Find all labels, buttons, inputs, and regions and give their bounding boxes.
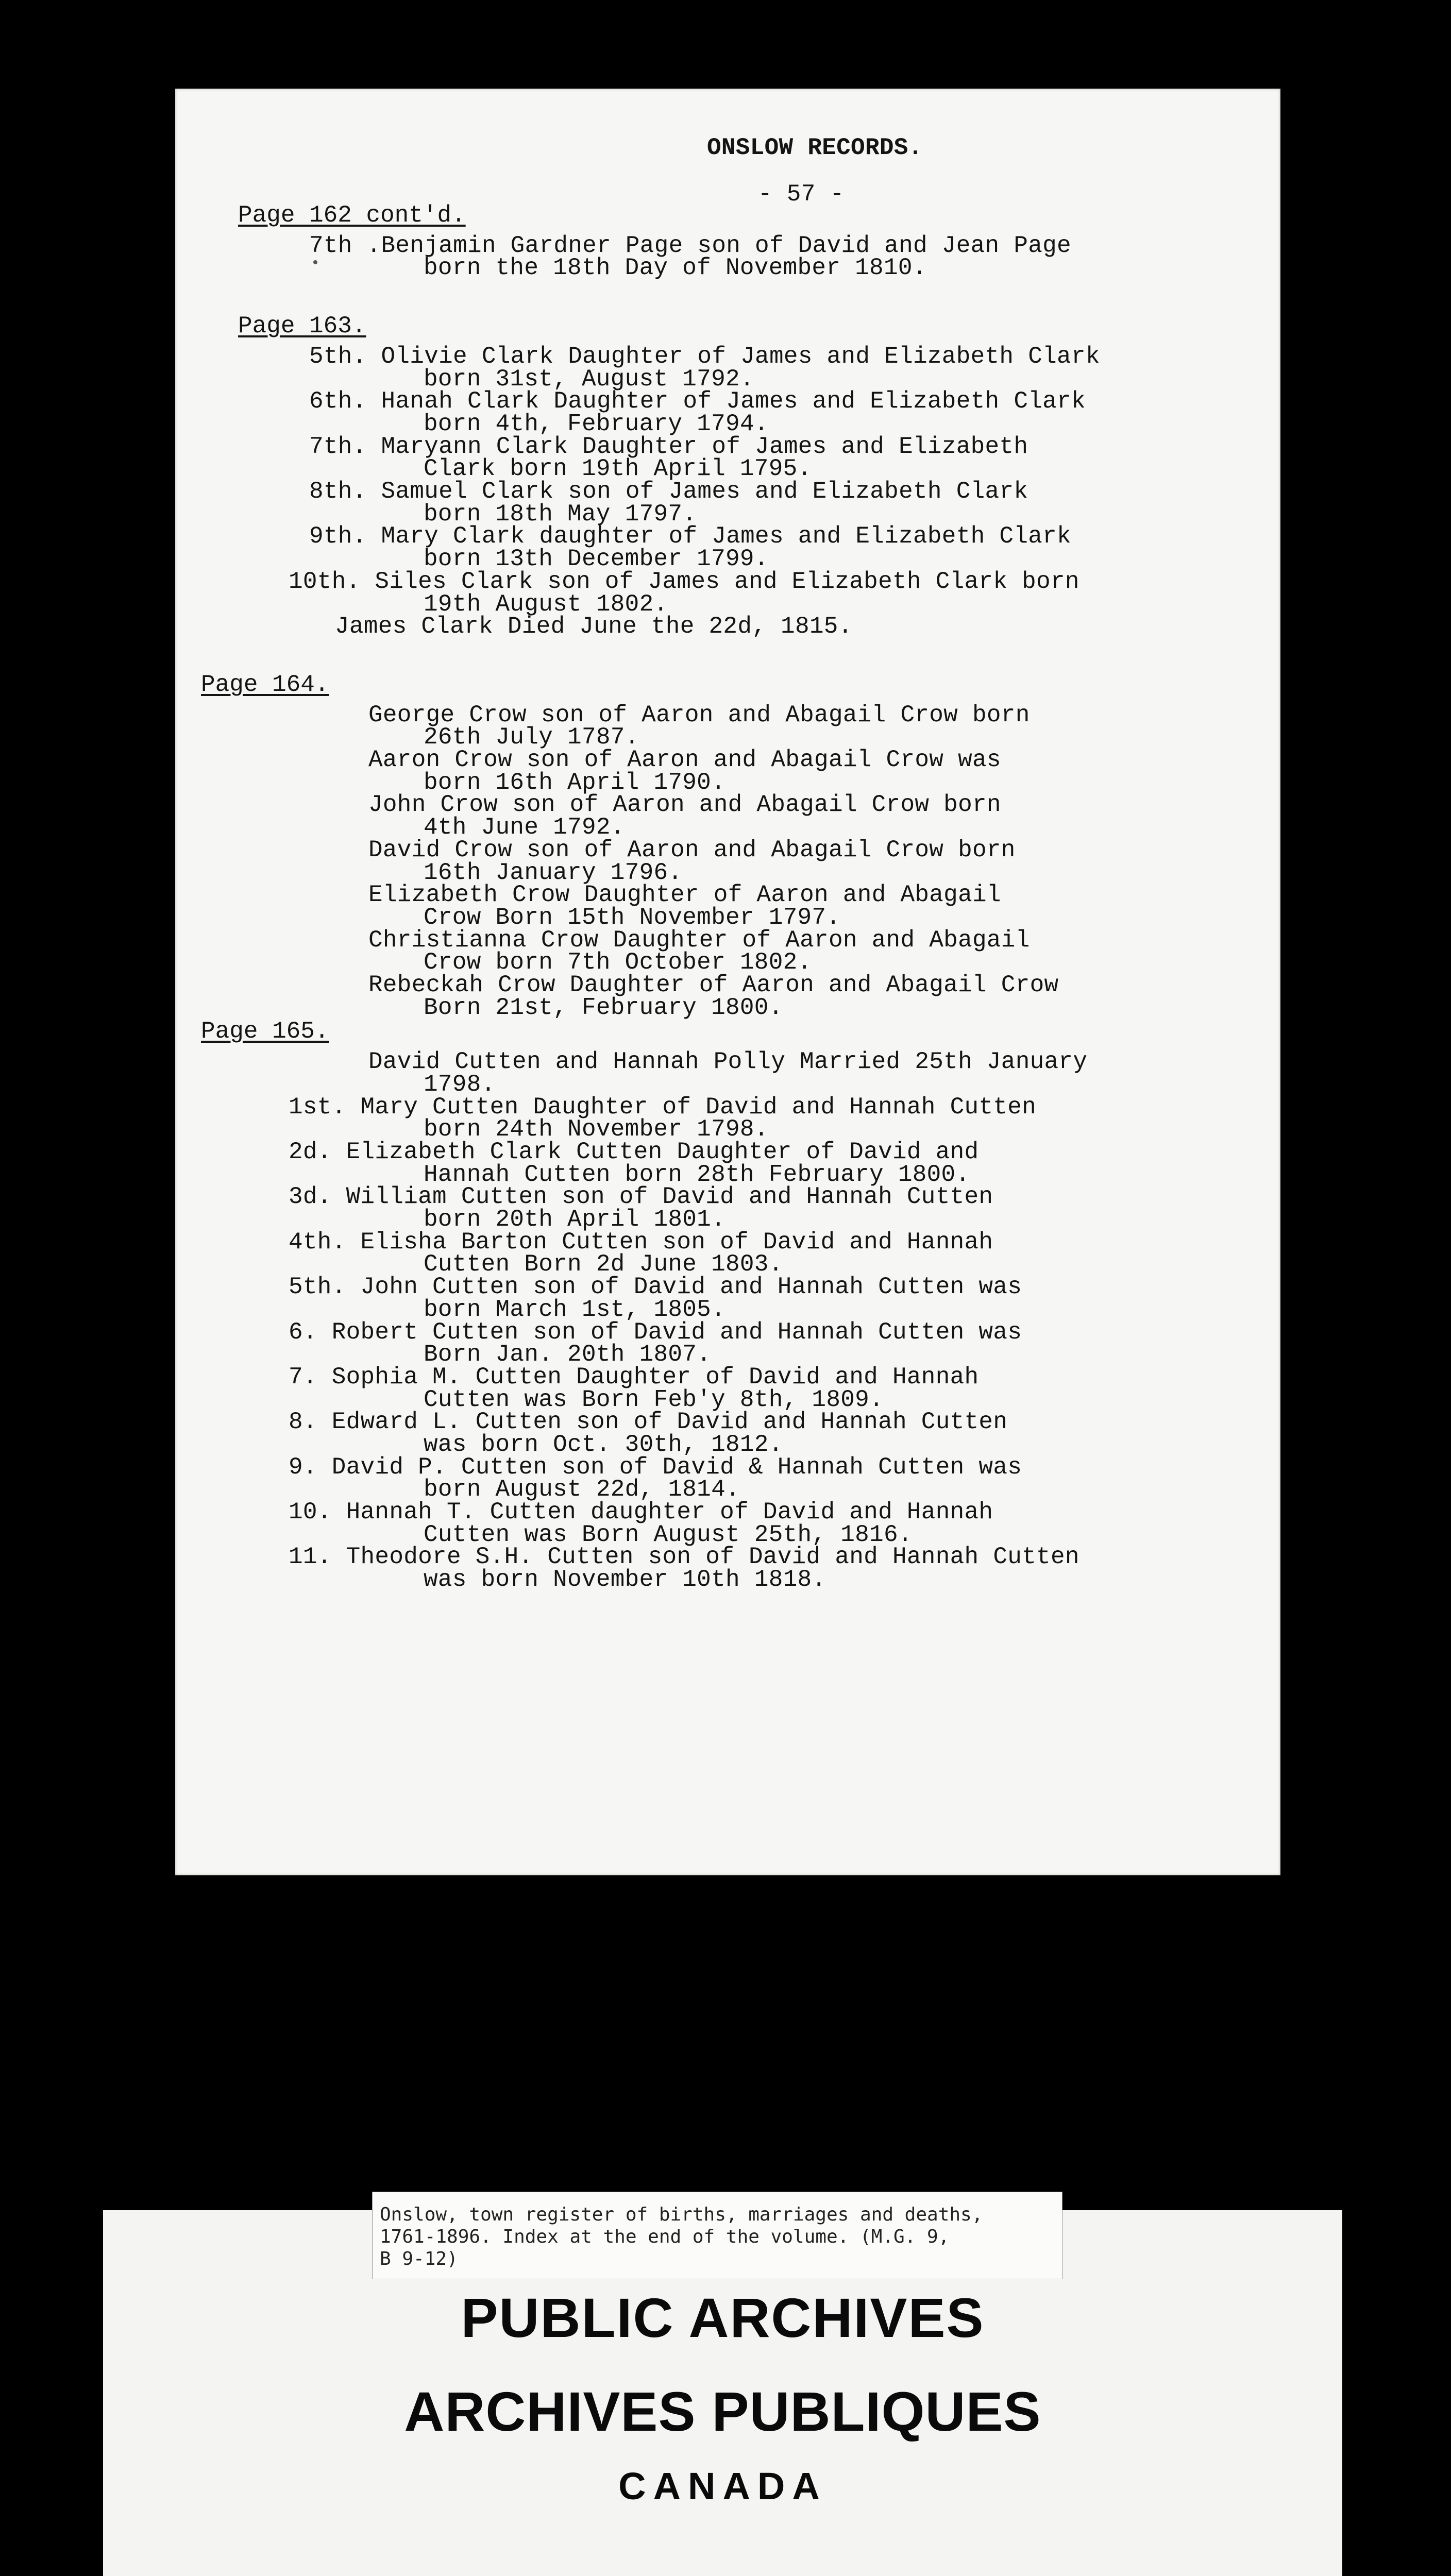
record-line: 7th. Maryann Clark Daughter of James and Elizabeth xyxy=(309,433,1028,460)
record-line-continuation: Cutten Born 2d June 1803. xyxy=(424,1251,783,1278)
record-line-continuation: born 4th, February 1794. xyxy=(424,411,769,437)
record-line-continuation: was born Oct. 30th, 1812. xyxy=(424,1431,783,1458)
record-line-continuation: was born November 10th 1818. xyxy=(424,1566,826,1593)
record-line: George Crow son of Aaron and Abagail Crow born xyxy=(368,702,1030,728)
section-heading: Page 163. xyxy=(238,313,366,340)
record-line: David Crow son of Aaron and Abagail Crow born xyxy=(368,837,1016,863)
record-line: Aaron Crow son of Aaron and Abagail Crow was xyxy=(368,747,1001,773)
record-line: James Clark Died June the 22d, 1815. xyxy=(335,613,853,640)
record-line-continuation: born 13th December 1799. xyxy=(424,546,769,572)
document-header: ONSLOW RECORDS. xyxy=(707,134,923,161)
stray-mark xyxy=(313,260,317,264)
record-line-continuation: 26th July 1787. xyxy=(424,724,639,751)
stamp-line-archives-publiques: ARCHIVES PUBLIQUES xyxy=(404,2380,1041,2443)
record-line: Rebeckah Crow Daughter of Aaron and Abagail Crow xyxy=(368,972,1059,998)
stamp-line-canada: CANADA xyxy=(618,2465,827,2507)
record-line: 6. Robert Cutten son of David and Hannah Cutten was xyxy=(289,1319,1022,1346)
record-line-continuation: 19th August 1802. xyxy=(424,591,668,618)
record-line: 3d. William Cutten son of David and Hannah Cutten xyxy=(289,1183,993,1210)
record-line-continuation: Cutten was Born Feb'y 8th, 1809. xyxy=(424,1386,884,1413)
record-line-continuation: 16th January 1796. xyxy=(424,859,683,886)
record-line: Christianna Crow Daughter of Aaron and Abagail xyxy=(368,927,1030,954)
record-line-continuation: 4th June 1792. xyxy=(424,814,625,841)
record-line-continuation: born March 1st, 1805. xyxy=(424,1296,726,1323)
record-line: 6th. Hanah Clark Daughter of James and Elizabeth Clark xyxy=(309,388,1086,415)
record-line-continuation: born 16th April 1790. xyxy=(424,769,726,796)
record-line: 1st. Mary Cutten Daughter of David and Hannah Cutten xyxy=(289,1094,1037,1121)
record-line-continuation: Cutten was Born August 25th, 1816. xyxy=(424,1521,913,1548)
section-heading: Page 164. xyxy=(201,671,329,698)
record-line-continuation: born 18th May 1797. xyxy=(424,501,697,528)
document-page xyxy=(175,89,1280,1875)
page-number: - 57 - xyxy=(758,181,845,208)
record-line-continuation: born 24th November 1798. xyxy=(424,1116,769,1143)
section-heading: Page 165. xyxy=(201,1018,329,1045)
record-line-continuation: born August 22d, 1814. xyxy=(424,1476,740,1503)
record-line: 9th. Mary Clark daughter of James and Elizabeth Clark xyxy=(309,523,1071,550)
record-line-continuation: Born Jan. 20th 1807. xyxy=(424,1341,712,1368)
record-line: John Crow son of Aaron and Abagail Crow born xyxy=(368,791,1001,818)
record-line: 5th. Olivie Clark Daughter of James and Elizabeth Clark xyxy=(309,343,1100,370)
record-line: 8th. Samuel Clark son of James and Elizabeth Clark xyxy=(309,478,1028,505)
catalog-label-line: Onslow, town register of births, marriages and deaths, xyxy=(380,2204,983,2225)
section-heading: Page 162 cont'd. xyxy=(238,202,466,229)
record-line-continuation: born 20th April 1801. xyxy=(424,1206,726,1233)
record-line-continuation: Crow born 7th October 1802. xyxy=(424,949,812,976)
record-line-continuation: Clark born 19th April 1795. xyxy=(424,455,812,482)
record-line-continuation: Crow Born 15th November 1797. xyxy=(424,904,841,931)
record-line: 7th .Benjamin Gardner Page son of David and Jean Page xyxy=(309,232,1071,259)
catalog-label-line: B 9-12) xyxy=(380,2248,458,2269)
stamp-line-public-archives: PUBLIC ARCHIVES xyxy=(461,2286,985,2349)
record-line: 9. David P. Cutten son of David & Hannah Cutten was xyxy=(289,1454,1022,1481)
record-line: 11. Theodore S.H. Cutten son of David and Hannah Cutten xyxy=(289,1544,1079,1570)
catalog-label-line: 1761-1896. Index at the end of the volume. (M.G. 9, xyxy=(380,2226,950,2247)
record-line-continuation: Hannah Cutten born 28th February 1800. xyxy=(424,1161,970,1188)
record-line-continuation: born 31st, August 1792. xyxy=(424,366,754,393)
record-line: 8. Edward L. Cutten son of David and Hannah Cutten xyxy=(289,1409,1008,1435)
record-line: 10th. Siles Clark son of James and Elizabeth Clark born xyxy=(289,568,1079,595)
record-line-continuation: 1798. xyxy=(424,1071,496,1098)
record-line: 2d. Elizabeth Clark Cutten Daughter of David and xyxy=(289,1139,979,1165)
record-line: 10. Hannah T. Cutten daughter of David and Hannah xyxy=(289,1499,993,1526)
record-line: 7. Sophia M. Cutten Daughter of David and Hannah xyxy=(289,1364,979,1391)
record-line: 5th. John Cutten son of David and Hannah Cutten was xyxy=(289,1274,1022,1300)
record-line-continuation: Born 21st, February 1800. xyxy=(424,994,783,1021)
record-line: David Cutten and Hannah Polly Married 25th January xyxy=(368,1048,1088,1075)
record-line: Elizabeth Crow Daughter of Aaron and Abagail xyxy=(368,882,1001,908)
record-line: 4th. Elisha Barton Cutten son of David and Hannah xyxy=(289,1229,993,1256)
record-line-continuation: born the 18th Day of November 1810. xyxy=(424,255,927,281)
catalog-label xyxy=(372,2192,1062,2279)
